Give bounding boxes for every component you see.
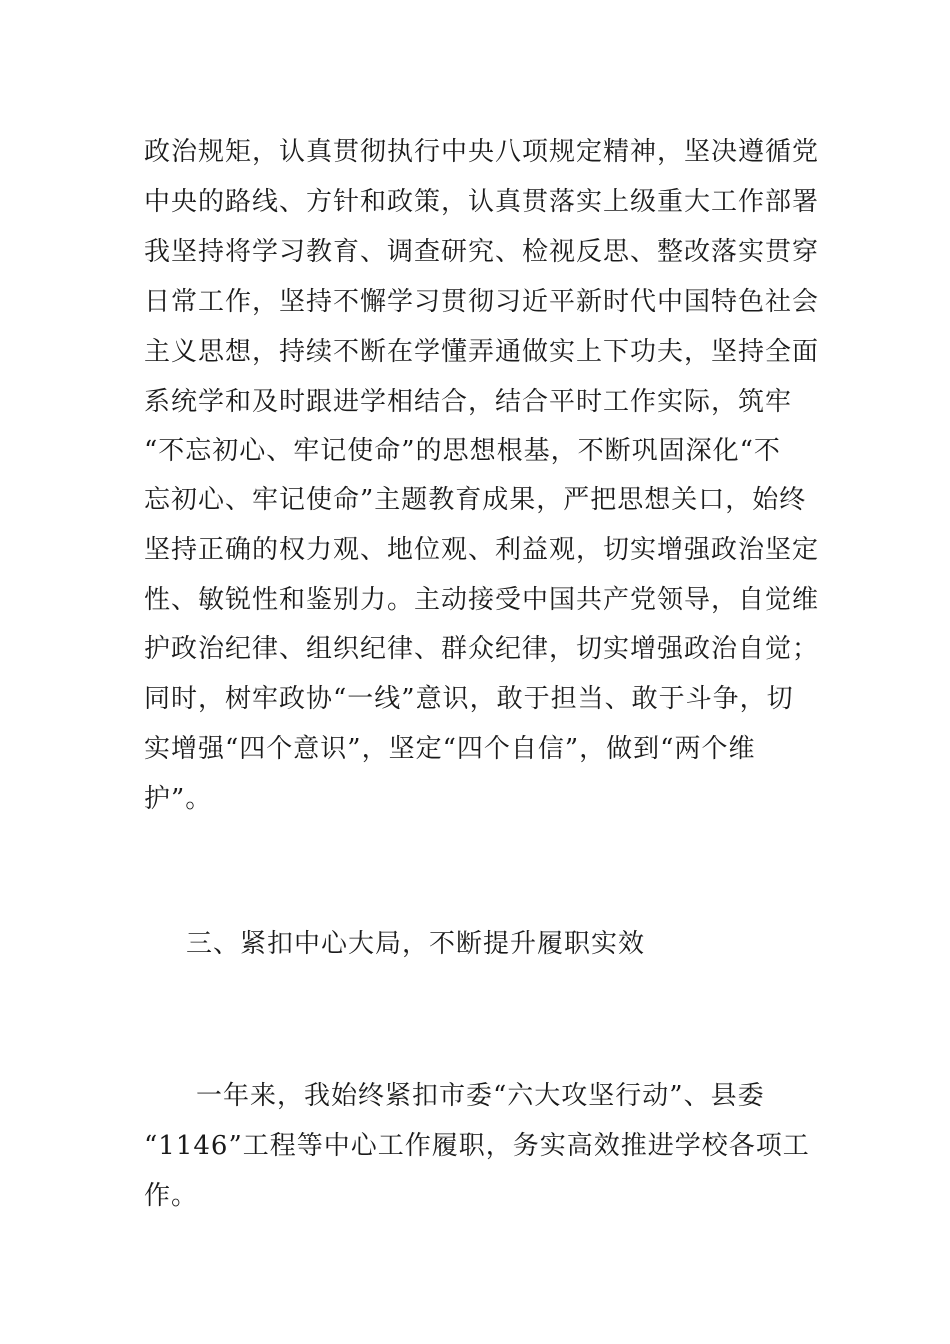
paragraph-line: 实增强“四个意识”，坚定“四个自信”，做到“两个维 <box>144 734 756 764</box>
paragraph-line: 作。 <box>144 1181 199 1211</box>
paragraph-line: 一年来，我始终紧扣市委“六大攻坚行动”、县委 <box>196 1081 765 1111</box>
paragraph-line: 主义思想，持续不断在学懂弄通做实上下功夫，坚持全面 <box>144 337 820 367</box>
section-heading: 三、紧扣中心大局，不断提升履职实效 <box>186 929 646 959</box>
paragraph-line: 性、敏锐性和鉴别力。主动接受中国共产党领导，自觉维 <box>144 585 820 615</box>
paragraph-line: 我坚持将学习教育、调查研究、检视反思、整改落实贯穿 <box>144 237 820 267</box>
paragraph-line: 护”。 <box>144 784 213 814</box>
paragraph-line: “不忘初心、牢记使命”的思想根基，不断巩固深化“不 <box>144 436 781 466</box>
paragraph-line: 同时，树牢政协“一线”意识，敢于担当、敢于斗争，切 <box>144 684 794 714</box>
paragraph-line: 坚持正确的权力观、地位观、利益观，切实增强政治坚定 <box>144 535 820 565</box>
paragraph-line: “1146”工程等中心工作履职，务实高效推进学校各项工 <box>144 1131 810 1161</box>
paragraph-line: 政治规矩，认真贯彻执行中央八项规定精神，坚决遵循党 <box>144 137 820 167</box>
paragraph-line: 护政治纪律、组织纪律、群众纪律，切实增强政治自觉； <box>144 634 820 664</box>
paragraph-line: 日常工作，坚持不懈学习贯彻习近平新时代中国特色社会 <box>144 287 820 317</box>
paragraph-line: 忘初心、牢记使命”主题教育成果，严把思想关口，始终 <box>144 485 807 515</box>
paragraph-line: 中央的路线、方针和政策，认真贯落实上级重大工作部署 <box>144 187 820 217</box>
paragraph-line: 系统学和及时跟进学相结合，结合平时工作实际，筑牢 <box>144 387 793 417</box>
